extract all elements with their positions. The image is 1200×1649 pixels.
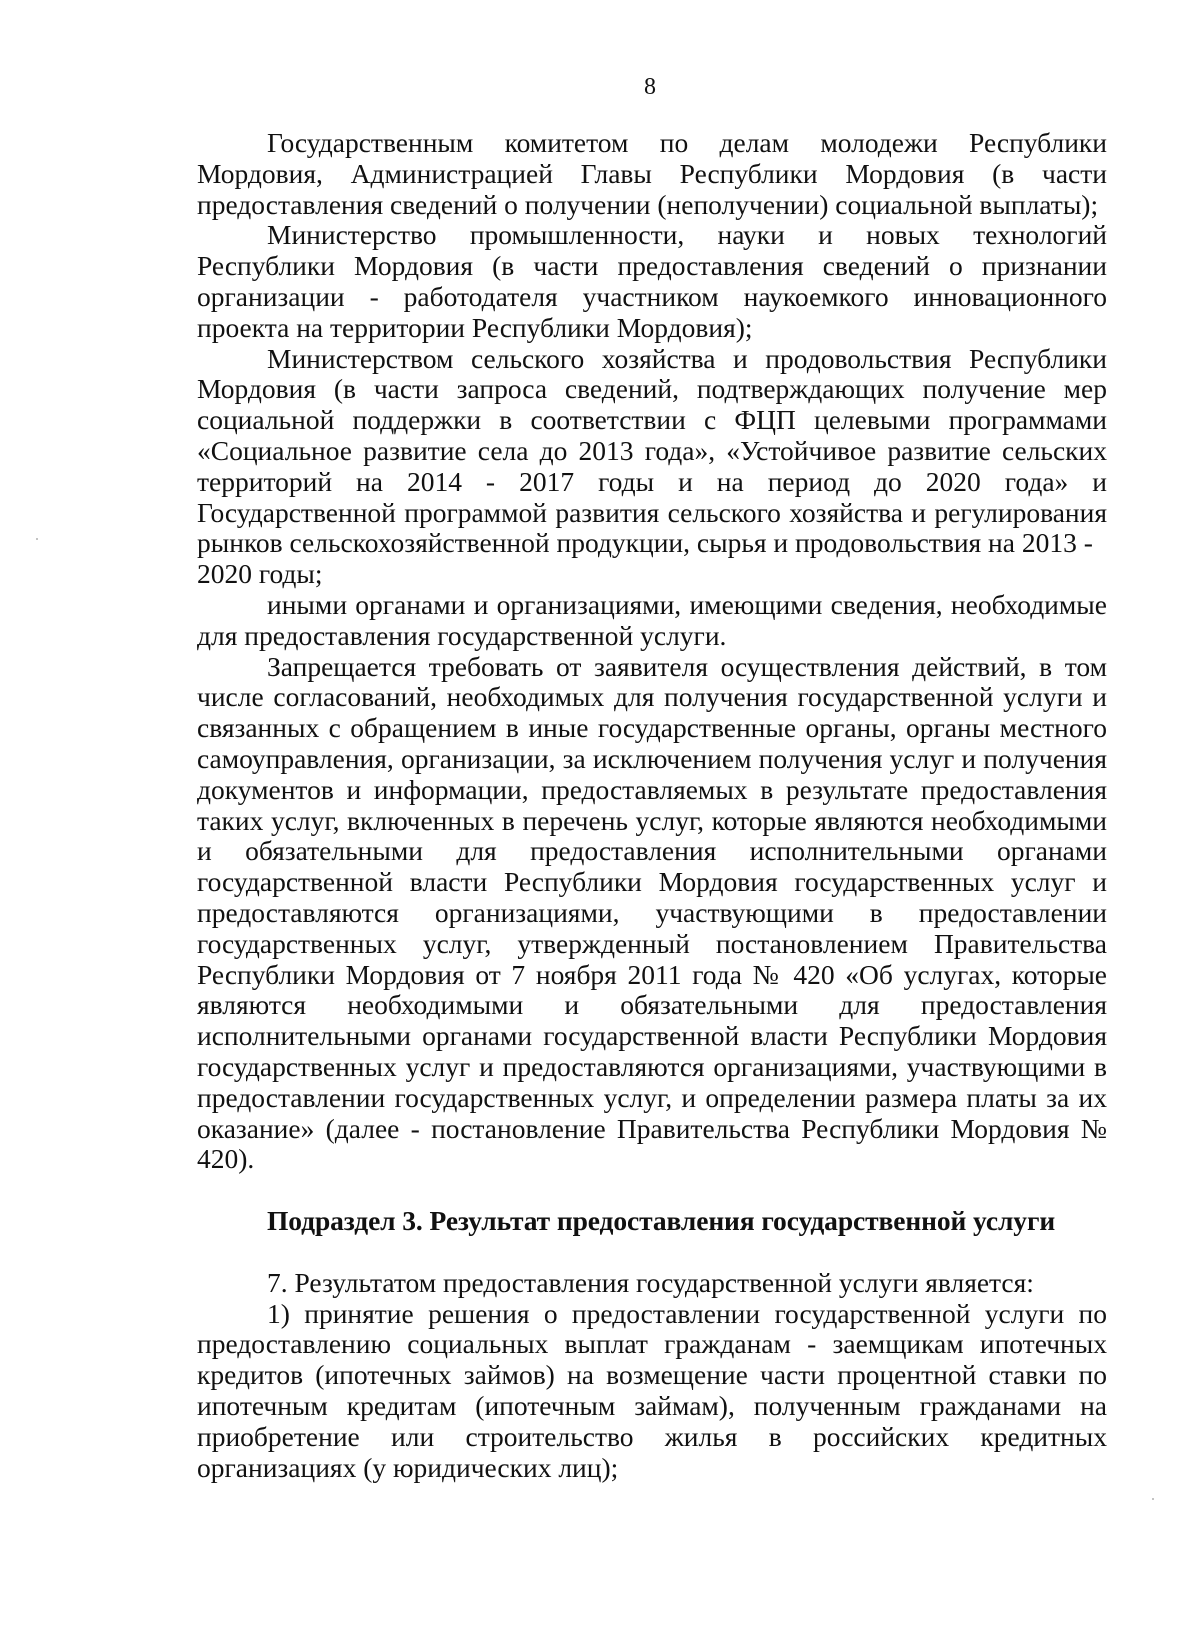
paragraph-ministry-industry: Министерство промышленности, науки и новых технологий Республики Мордовия (в части предоставления сведений о признании организации - работодателя участником наукоемкого инновационного проекта на территории Республики Мордовия);	[197, 219, 1107, 343]
paragraph-prohibition: Запрещается требовать от заявителя осуществления действий, в том числе согласований, необходимых для получения государственной услуги и связанных с обращением в иные государственные органы, органы местного самоуправления, организации, за исключением получения услуг и получения документов и информации, предоставляемых в результате предоставления таких услуг, включенных в перечень услуг, которые являются необходимыми и обязательными для предоставления исполнительными органами государственной власти Республики Мордовия государственных услуг и предоставляются организациями, участвующими в предоставлении государственных услуг, утвержденный постановлением Правительства Республики Мордовия от 7 ноября 2011 года № 420 «Об услугах, которые являются необходимыми и обязательными для предоставления исполнительными органами государственной власти Республики Мордовия государственных услуг и предоставляются организациями, участвующими в предоставлении государственных услуг, и определении размера платы за их оказание» (далее - постановление Правительства Республики Мордовия № 420).	[197, 650, 1107, 1175]
document-body	[197, 128, 1107, 1483]
paragraph-result-item-1: 1) принятие решения о предоставлении государственной услуги по предоставлению социальных выплат гражданам - заемщикам ипотечных кредитов (ипотечных займов) на возмещение части процентной ставки по ипотечным кредитам (ипотечным займам), полученным гражданами на приобретение или строительство жилья в российских кредитных организациях (у юридических лиц);	[197, 1297, 1107, 1483]
paragraph-committee: Государственным комитетом по делам молодежи Республики Мордовия, Администрацией Главы Республики Мордовия (в части предоставления сведений о получении (неполучении) социальной выплаты);	[197, 127, 1107, 220]
scan-speck	[1152, 1498, 1154, 1500]
paragraph-ministry-agriculture: Министерством сельского хозяйства и продовольствия Республики Мордовия (в части запроса сведений, подтверждающих получение мер социальной поддержки в соответствии с ФЦП целевыми программами «Социальное развитие села до 2013 года», «Устойчивое развитие сельских территорий на 2014 - 2017 годы и на период до 2020 года» и Государственной программой развития сельского хозяйства и регулирования рынков сельскохозяйственной продукции, сырья и продовольствия на 2013 -	[197, 342, 1107, 559]
page-number: 8	[644, 74, 656, 100]
paragraph-years-continuation: 2020 годы;	[197, 558, 323, 590]
section-heading: Подраздел 3. Результат предоставления государственной услуги	[267, 1205, 1056, 1237]
paragraph-other-bodies: иными органами и организациями, имеющими сведения, необходимые для предоставления государственной услуги.	[197, 588, 1107, 651]
scan-speck	[36, 538, 38, 540]
paragraph-result-intro: 7. Результатом предоставления государственной услуги является:	[267, 1266, 1034, 1298]
